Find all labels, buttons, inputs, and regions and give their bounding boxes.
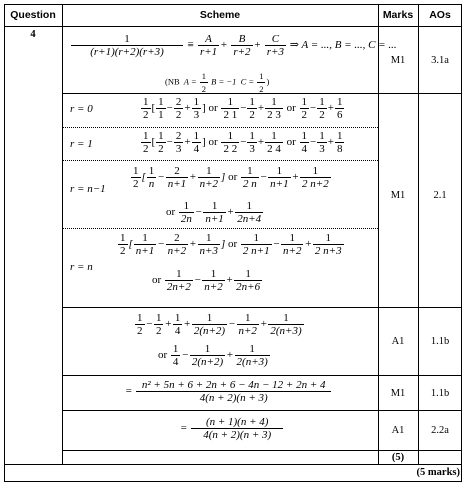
- row-divider-2: [62, 307, 462, 308]
- mark-row-3: A1: [391, 336, 405, 347]
- header-divider: [4, 26, 462, 27]
- ao-row-3: 1.1b: [430, 336, 450, 347]
- case-label-rn-1: r = n−1: [70, 183, 106, 195]
- ao-row-2: 2.1: [433, 190, 447, 201]
- header-aos: AOs: [429, 9, 451, 21]
- mark-row-1: M1: [390, 55, 406, 66]
- combined-numerator: n² + 5n + 6 + 2n + 6 − 4n − 12 + 2n + 4: [136, 379, 331, 392]
- header-marks: Marks: [382, 9, 414, 21]
- sum-expression-b: or $\frac{1}{4}$ − $\frac{1}{2(n+2)}$ + $\frac{1}{2(n+3)}$: [158, 343, 268, 368]
- partial-fraction-equation: $\frac{1}{(r+1)(r+2)(r+3)}$ ≡ $\frac{A}{r+1}$ + $\frac{B}{r+2}$ + $\frac{C}{r+3}$ ⇒ A = ..., B = ..., C = ...: [70, 33, 397, 58]
- sum-expression-a: $\frac{1}{2}$ − $\frac{1}{2}$ + $\frac{1}{4}$ + $\frac{1}{2(n+2)}$ − $\frac{1}{n+2}$ + $\frac{1}{2(n+3)}$: [137, 312, 302, 337]
- final-denominator: 4(n + 2)(n + 3): [203, 429, 272, 441]
- final-fraction: = $\frac{(n + 1)(n + 4)}{4(n + 2)(n + 3)}$: [180, 416, 284, 441]
- combined-denominator: 4(n + 2)(n + 3): [199, 392, 268, 404]
- combined-fraction: = $\frac{\text{n² + 5n + 6 + 2n + 6 − 4n − 12 + 2n + 4}}{4(n + 2)(n + 3)}$: [125, 379, 332, 404]
- row-divider-4: [62, 410, 462, 411]
- case-divider-1: [62, 127, 378, 128]
- case-label-r0: r = 0: [70, 103, 93, 115]
- question-number: 4: [30, 29, 36, 40]
- mark-row-2: M1: [390, 190, 406, 201]
- nb-note: (NB A = $\frac{1}{2}$ B = −1 C = $\frac{1}{2}$ ): [165, 71, 270, 94]
- case-r0-expression: $\frac{1}{2}$ [ $\frac{1}{1}$ − $\frac{2}{2}$ + $\frac{1}{3}$ ] or $\frac{1}{2 1}$ − $\frac{1}{2}$ + $\frac{1}{2 3}$ or $\frac{1}{2}$ − $\frac{1}{2}$ + $\frac{1}{6}$: [143, 96, 343, 121]
- mark-row-5: A1: [391, 425, 405, 436]
- row-divider-3: [62, 375, 462, 376]
- case-label-rn: r = n: [70, 261, 93, 273]
- header-scheme: Scheme: [199, 9, 241, 21]
- final-numerator: (n + 1)(n + 4): [191, 416, 283, 429]
- case-divider-3: [62, 228, 378, 229]
- row-divider-5: [62, 450, 462, 451]
- ao-row-4: 1.1b: [430, 388, 450, 399]
- case-rn-expression-a: $\frac{1}{2}$ [ $\frac{1}{n+1}$ − $\frac{2}{n+2}$ + $\frac{1}{n+3}$ ] or $\frac{1}{2 n+1}$ − $\frac{1}{n+2}$ + $\frac{1}{2 n+3}$: [120, 232, 342, 257]
- subtotal-marks: (5): [391, 452, 405, 463]
- total-divider: [4, 464, 462, 465]
- case-label-r1: r = 1: [70, 138, 93, 150]
- case-rn-1-expression-b: or $\frac{1}{2n}$ − $\frac{1}{n+1}$ + $\frac{1}{2n+4}$: [166, 200, 262, 225]
- col-divider-1: [62, 4, 63, 464]
- header-question: Question: [10, 9, 56, 21]
- case-r1-expression: $\frac{1}{2}$ [ $\frac{1}{2}$ − $\frac{2}{3}$ + $\frac{1}{4}$ ] or $\frac{1}{2 2}$ − $\frac{1}{3}$ + $\frac{1}{2 4}$ or $\frac{1}{4}$ − $\frac{1}{3}$ + $\frac{1}{8}$: [143, 130, 343, 155]
- case-divider-2: [62, 160, 378, 161]
- case-rn-expression-b: or $\frac{1}{2n+2}$ − $\frac{1}{n+2}$ + $\frac{1}{2n+6}$: [152, 268, 261, 293]
- case-rn-1-expression-a: $\frac{1}{2}$ [ $\frac{1}{n}$ − $\frac{2}{n+1}$ + $\frac{1}{n+2}$ ] or $\frac{1}{2 n}$ − $\frac{1}{n+1}$ + $\frac{1}{2 n+2}$: [133, 165, 329, 190]
- ao-row-1: 3.1a: [431, 55, 449, 66]
- mark-row-4: M1: [390, 388, 406, 399]
- ao-row-5: 2.2a: [431, 425, 449, 436]
- total-marks: (5 marks): [416, 467, 460, 478]
